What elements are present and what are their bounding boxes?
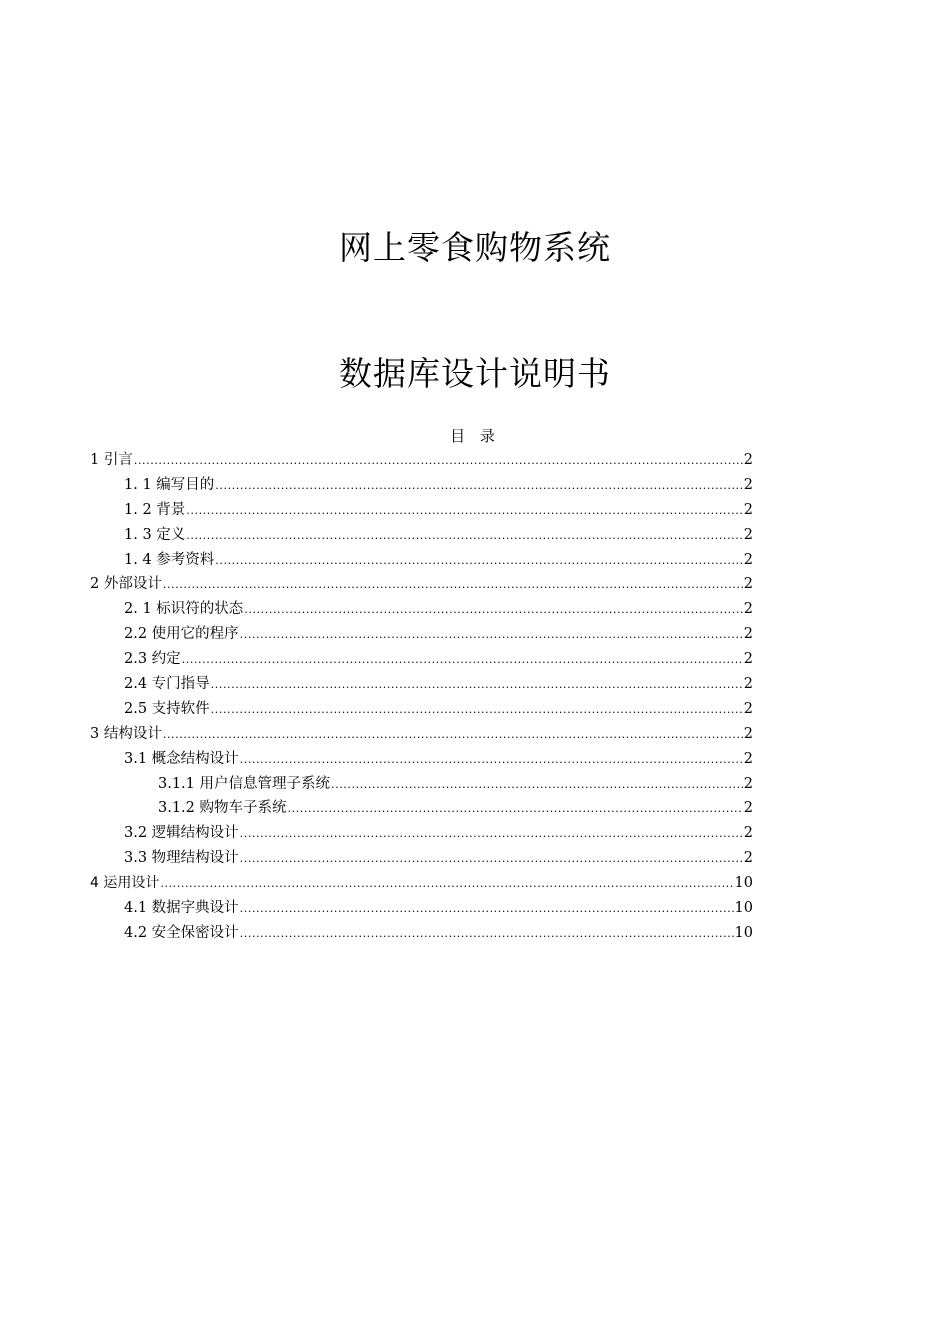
toc-entry-text: 3.1 概念结构设计 <box>124 750 239 767</box>
toc-entry-4[interactable] <box>90 871 753 896</box>
toc-page-number: 2 <box>743 526 753 543</box>
toc-page-number: 10 <box>734 900 753 917</box>
dot-leader <box>244 598 742 623</box>
toc-entry-3-1-2[interactable] <box>90 796 753 821</box>
toc-entry-text: 1 引言 <box>90 452 133 468</box>
dot-leader <box>211 673 743 698</box>
toc-entry-text: 1. 3 定义 <box>124 526 186 543</box>
toc-entry-text: 3.1.1 用户信息管理子系统 <box>158 775 331 792</box>
toc-page-number: 10 <box>734 875 753 892</box>
toc-entry-3-1-1[interactable] <box>90 772 753 797</box>
toc-entry-text: 2 外部设计 <box>90 576 162 593</box>
dot-leader <box>288 797 743 822</box>
toc-entry-1-2[interactable] <box>90 498 753 523</box>
dot-leader <box>240 623 743 648</box>
toc-page-number: 2 <box>743 775 753 792</box>
toc-entry-text: 2.3 约定 <box>124 651 181 668</box>
toc-entry-3-2[interactable] <box>90 821 753 846</box>
toc-entry-1[interactable] <box>90 448 753 473</box>
document-title: 网上零食购物系统 <box>339 228 611 267</box>
toc-entry-2-2[interactable] <box>90 622 753 647</box>
toc-entry-3[interactable] <box>90 722 753 747</box>
toc-entry-3-1[interactable] <box>90 747 753 772</box>
toc-entry-1-4[interactable] <box>90 548 753 573</box>
dot-leader <box>160 872 733 897</box>
toc-page-number: 2 <box>743 551 753 568</box>
toc-page-number: 2 <box>743 700 753 717</box>
toc-page-number: 2 <box>743 601 753 618</box>
toc-heading: 目 录 <box>450 427 500 445</box>
toc-page-number: 2 <box>743 825 753 842</box>
toc-entry-1-3[interactable] <box>90 523 753 548</box>
toc-entry-text: 4.1 数据字典设计 <box>124 900 239 917</box>
toc-page-number: 2 <box>743 651 753 668</box>
toc-entry-text: 2.5 支持软件 <box>124 700 210 717</box>
dot-leader <box>240 748 743 773</box>
dot-leader <box>163 573 743 598</box>
dot-leader <box>186 499 742 524</box>
toc-entry-text: 3.2 逻辑结构设计 <box>124 825 239 842</box>
dot-leader <box>240 822 743 847</box>
toc-page-number: 2 <box>743 750 753 767</box>
toc-entry-text: 1. 1 编写目的 <box>124 476 215 493</box>
toc-entry-text: 1. 4 参考资料 <box>124 551 215 568</box>
table-of-contents <box>90 448 753 946</box>
toc-page-number: 2 <box>743 800 753 817</box>
toc-entry-2[interactable] <box>90 572 753 597</box>
toc-entry-text: 3.1.2 购物车子系统 <box>158 800 287 817</box>
dot-leader <box>240 847 743 872</box>
toc-entry-text: 3.3 物理结构设计 <box>124 850 239 867</box>
toc-entry-2-4[interactable] <box>90 672 753 697</box>
dot-leader <box>215 549 742 574</box>
toc-entry-text: 3 结构设计 <box>90 725 162 742</box>
toc-entry-text: 1. 2 背景 <box>124 501 186 518</box>
toc-entry-2-5[interactable] <box>90 697 753 722</box>
toc-entry-text: 2.4 专门指导 <box>124 676 210 693</box>
toc-page-number: 2 <box>743 576 753 593</box>
dot-leader <box>240 897 734 922</box>
dot-leader <box>240 922 734 947</box>
toc-entry-text: 4.2 安全保密设计 <box>124 924 239 941</box>
dot-leader <box>163 723 743 748</box>
toc-entry-text: 2.2 使用它的程序 <box>124 626 239 643</box>
document-subtitle: 数据库设计说明书 <box>339 354 611 393</box>
toc-page-number: 2 <box>743 476 753 493</box>
toc-entry-3-3[interactable] <box>90 846 753 871</box>
toc-page-number: 2 <box>743 626 753 643</box>
toc-page-number: 2 <box>743 501 753 518</box>
dot-leader <box>182 648 743 673</box>
toc-page-number: 10 <box>734 924 753 941</box>
toc-page-number: 2 <box>743 452 753 468</box>
toc-page-number: 2 <box>743 725 753 742</box>
dot-leader <box>186 524 742 549</box>
toc-entry-4-2[interactable] <box>90 921 753 946</box>
toc-entry-2-1[interactable] <box>90 597 753 622</box>
toc-page-number: 2 <box>743 850 753 867</box>
toc-entry-4-1[interactable] <box>90 896 753 921</box>
dot-leader <box>134 449 743 474</box>
dot-leader <box>331 773 743 798</box>
toc-page-number: 2 <box>743 676 753 693</box>
dot-leader <box>211 698 743 723</box>
toc-entry-2-3[interactable] <box>90 647 753 672</box>
dot-leader <box>215 474 742 499</box>
toc-entry-text: 4 运用设计 <box>90 875 160 892</box>
toc-entry-1-1[interactable] <box>90 473 753 498</box>
toc-entry-text: 2. 1 标识符的状态 <box>124 601 244 618</box>
